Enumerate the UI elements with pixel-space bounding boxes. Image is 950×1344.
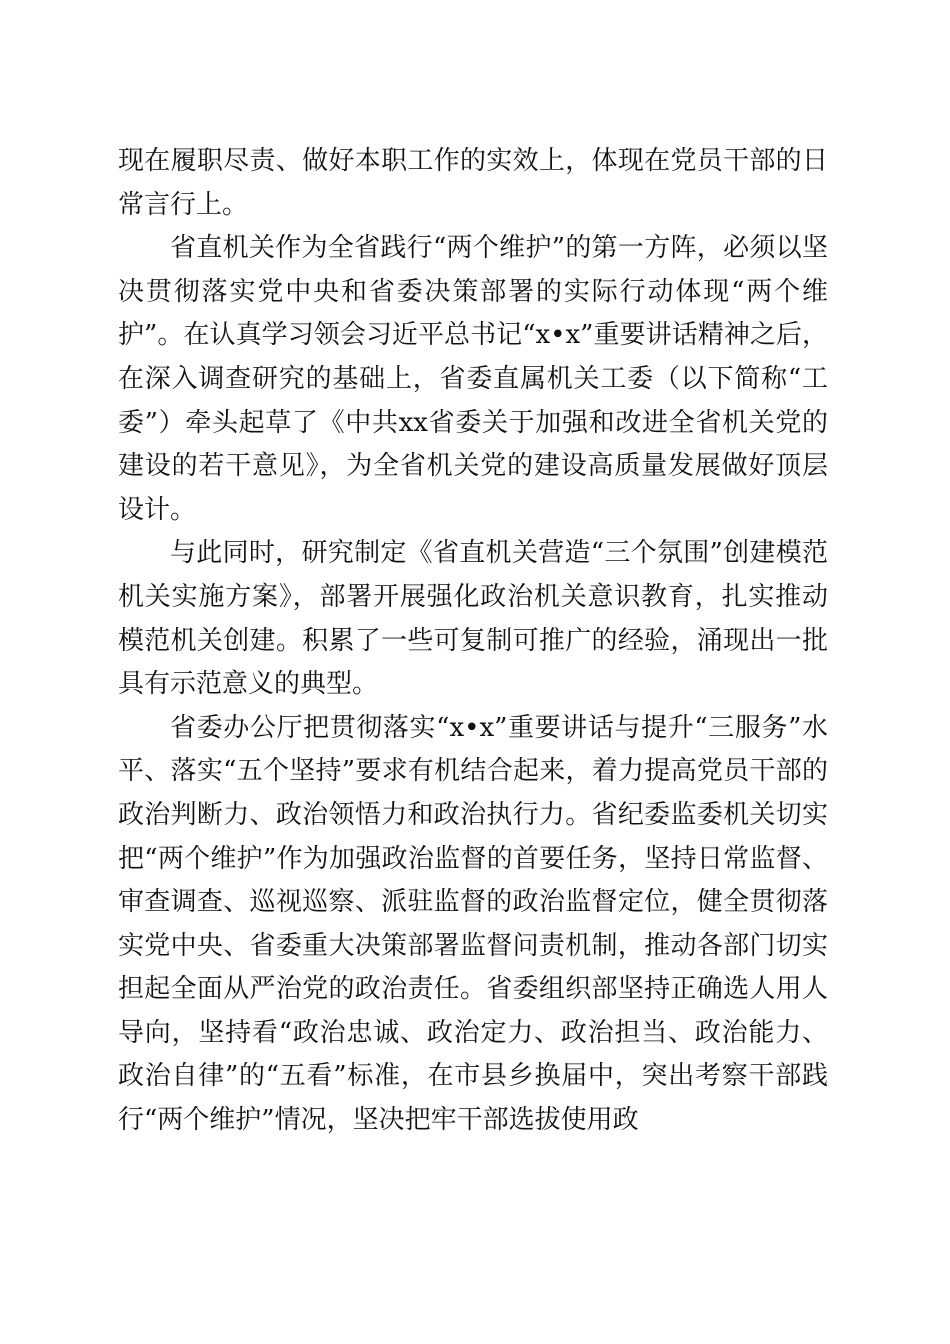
paragraph-2: 省直机关作为全省践行“两个维护”的第一方阵，必须以坚决贯彻落实党中央和省委决策部署的实际行动体现“两个维护”。在认真学习领会习近平总书记“x•x”重要讲话精神之后，在深入调查研究的基础上，省委直属机关工委（以下简称“工委”）牵头起草了《中共xx省委关于加强和改进全省机关党的建设的若干意见》，为全省机关党的建设高质量发展做好顶层设计。 (118, 233, 828, 525)
paragraph-3: 与此同时，研究制定《省直机关营造“三个氛围”创建模范机关实施方案》，部署开展强化政治机关意识教育，扎实推动模范机关创建。积累了一些可复制可推广的经验，涌现出一批具有示范意义的典型。 (118, 538, 828, 700)
document-body (118, 140, 828, 1143)
paragraph-1: 现在履职尽责、做好本职工作的实效上，体现在党员干部的日常言行上。 (118, 146, 828, 220)
paragraph-4: 省委办公厅把贯彻落实“x•x”重要讲话与提升“三服务”水平、落实“五个坚持”要求有机结合起来，着力提高党员干部的政治判断力、政治领悟力和政治执行力。省纪委监委机关切实把“两个维护”作为加强政治监督的首要任务，坚持日常监督、审查调查、巡视巡察、派驻监督的政治监督定位，健全贯彻落实党中央、省委重大决策部署监督问责机制，推动各部门切实担起全面从严治党的政治责任。省委组织部坚持正确选人用人导向，坚持看“政治忠诚、政治定力、政治担当、政治能力、政治自律”的“五看”标准，在市县乡换届中，突出考察干部践行“两个维护”情况，坚决把牢干部选拔使用政 (118, 712, 828, 1136)
